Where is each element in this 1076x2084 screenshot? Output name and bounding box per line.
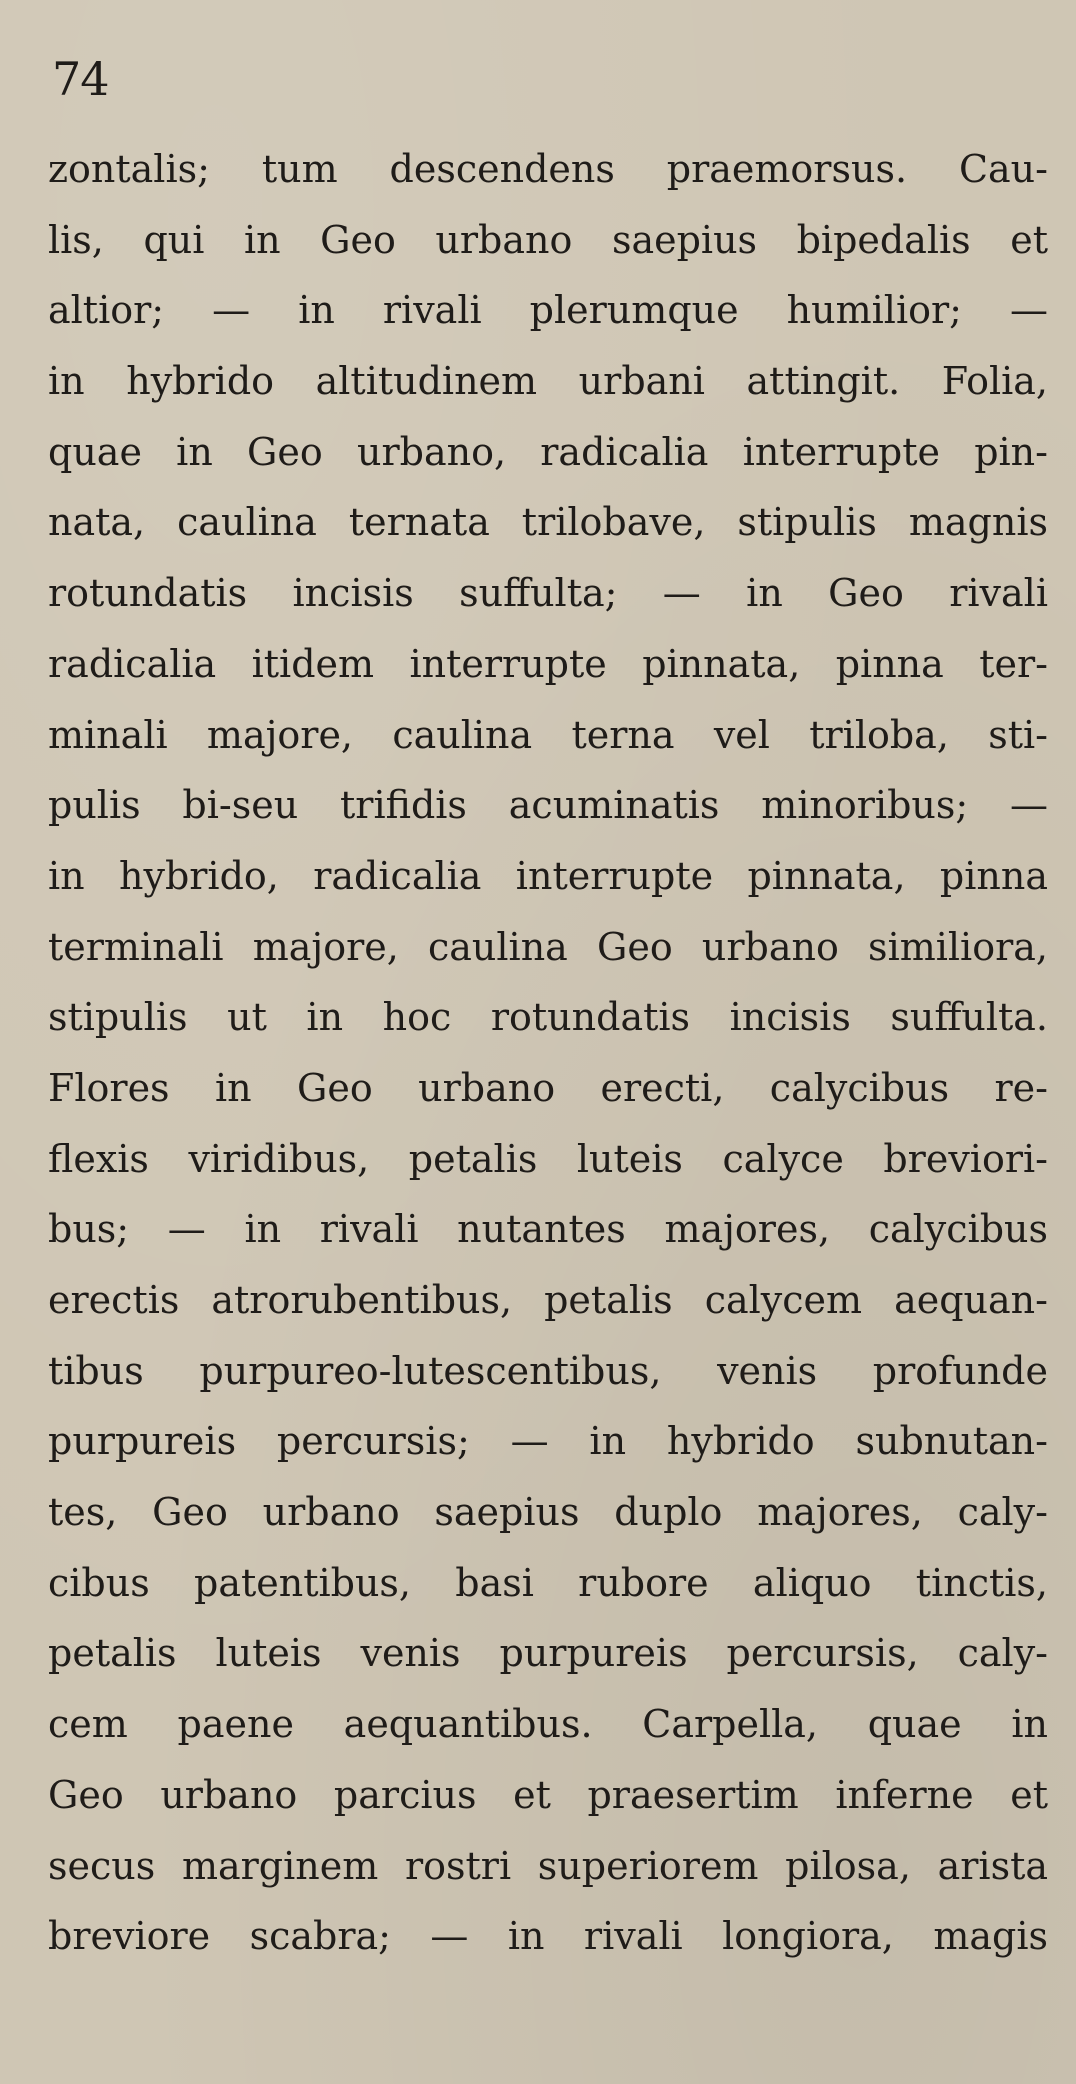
text-line: nata, caulina ternata trilobave, stipulis magnis (48, 500, 1048, 545)
text-line: altior; — in rivali plerumque humilior; — (48, 288, 1048, 333)
text-line: erectis atrorubentibus, petalis calycem aequan- (48, 1278, 1048, 1322)
text-line: radicalia itidem interrupte pinnata, pinna ter- (48, 641, 1048, 686)
text-line: cibus patentibus, basi rubore aliquo tinctis, (48, 1560, 1048, 1605)
text-line: breviore scabra; — in rivali longiora, magis (48, 1914, 1048, 1959)
text-line: terminali majore, caulina Geo urbano similiora, (48, 924, 1048, 969)
body-text (48, 134, 1048, 1972)
page-number: 74 (52, 52, 109, 106)
text-line: cem paene aequantibus. Carpella, quae in (48, 1702, 1048, 1747)
text-line: purpureis percursis; — in hybrido subnutan- (48, 1419, 1048, 1464)
text-line: Flores in Geo urbano erecti, calycibus re- (48, 1065, 1048, 1110)
text-line: secus marginem rostri superiorem pilosa, arista (48, 1843, 1048, 1888)
text-line: tes, Geo urbano saepius duplo majores, caly- (48, 1490, 1048, 1535)
text-line: stipulis ut in hoc rotundatis incisis suffulta. (48, 995, 1048, 1040)
text-line: lis, qui in Geo urbano saepius bipedalis et (48, 217, 1048, 262)
text-line: flexis viridibus, petalis luteis calyce breviori- (48, 1136, 1048, 1181)
text-line: in hybrido, radicalia interrupte pinnata, pinna (48, 853, 1048, 898)
text-line: tibus purpureo-lutescentibus, venis profunde (48, 1348, 1048, 1393)
text-line: pulis bi-seu trifidis acuminatis minoribus; — (48, 783, 1048, 828)
text-line: petalis luteis venis purpureis percursis, caly- (48, 1631, 1048, 1676)
text-line: quae in Geo urbano, radicalia interrupte pin- (48, 429, 1048, 474)
text-line: Geo urbano parcius et praesertim inferne et (48, 1772, 1048, 1817)
text-line: minali majore, caulina terna vel triloba, sti- (48, 712, 1048, 757)
text-line: rotundatis incisis suffulta; — in Geo rivali (48, 571, 1048, 616)
text-line: in hybrido altitudinem urbani attingit. Folia, (48, 359, 1048, 404)
text-line: bus; — in rivali nutantes majores, calycibus (48, 1207, 1048, 1252)
text-line: zontalis; tum descendens praemorsus. Cau- (48, 147, 1048, 191)
